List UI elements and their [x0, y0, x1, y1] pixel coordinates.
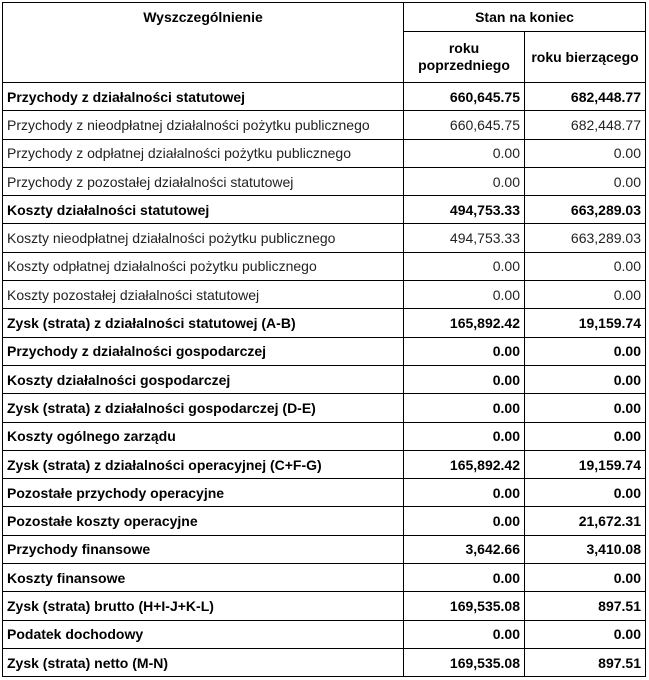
- row-curr-value: 21,672.31: [525, 507, 646, 535]
- row-label: Zysk (strata) brutto (H+I-J+K-L): [3, 592, 404, 620]
- row-label: Przychody z nieodpłatnej działalności pożytku publicznego: [3, 111, 404, 139]
- header-row-period: [3, 3, 646, 32]
- row-curr-value: 0.00: [525, 337, 646, 365]
- row-label: Zysk (strata) netto (M-N): [3, 648, 404, 676]
- row-label: Zysk (strata) z działalności statutowej (A-B): [3, 309, 404, 337]
- row-label: Przychody finansowe: [3, 535, 404, 563]
- row-prev-value: 0.00: [404, 507, 525, 535]
- row-prev-value: 0.00: [404, 139, 525, 167]
- row-label: Podatek dochodowy: [3, 620, 404, 648]
- row-prev-value: 169,535.08: [404, 648, 525, 676]
- row-curr-value: 0.00: [525, 564, 646, 592]
- row-prev-value: 660,645.75: [404, 83, 525, 111]
- row-label: Koszty działalności gospodarczej: [3, 365, 404, 393]
- row-label: Pozostałe przychody operacyjne: [3, 479, 404, 507]
- table-row: [3, 450, 646, 478]
- table-row: [3, 620, 646, 648]
- row-prev-value: 165,892.42: [404, 450, 525, 478]
- row-prev-value: 165,892.42: [404, 309, 525, 337]
- row-curr-value: 0.00: [525, 167, 646, 195]
- prev-year-header: roku poprzedniego: [404, 32, 525, 83]
- row-curr-value: 663,289.03: [525, 196, 646, 224]
- table-row: [3, 111, 646, 139]
- table-row: [3, 139, 646, 167]
- row-curr-value: 0.00: [525, 281, 646, 309]
- row-curr-value: 0.00: [525, 422, 646, 450]
- row-curr-value: 0.00: [525, 139, 646, 167]
- table-row: [3, 592, 646, 620]
- row-prev-value: 494,753.33: [404, 224, 525, 252]
- table-row: [3, 224, 646, 252]
- table-row: [3, 507, 646, 535]
- row-curr-value: 663,289.03: [525, 224, 646, 252]
- row-label: Koszty pozostałej działalności statutowej: [3, 281, 404, 309]
- row-label: Koszty działalności statutowej: [3, 196, 404, 224]
- row-prev-value: 0.00: [404, 479, 525, 507]
- period-header: Stan na koniec: [404, 3, 646, 32]
- row-curr-value: 682,448.77: [525, 111, 646, 139]
- row-curr-value: 897.51: [525, 648, 646, 676]
- row-prev-value: 0.00: [404, 394, 525, 422]
- table-row: [3, 535, 646, 563]
- table-row: [3, 196, 646, 224]
- row-label: Pozostałe koszty operacyjne: [3, 507, 404, 535]
- row-prev-value: 0.00: [404, 620, 525, 648]
- table-row: [3, 479, 646, 507]
- table-row: [3, 394, 646, 422]
- row-prev-value: 0.00: [404, 252, 525, 280]
- row-label: Zysk (strata) z działalności operacyjnej (C+F-G): [3, 450, 404, 478]
- table-row: [3, 422, 646, 450]
- curr-year-header: roku bierzącego: [525, 32, 646, 83]
- row-prev-value: 0.00: [404, 422, 525, 450]
- row-prev-value: 0.00: [404, 564, 525, 592]
- table-body: [3, 83, 646, 677]
- row-curr-value: 19,159.74: [525, 309, 646, 337]
- row-label: Zysk (strata) z działalności gospodarczej (D-E): [3, 394, 404, 422]
- row-prev-value: 169,535.08: [404, 592, 525, 620]
- row-prev-value: 494,753.33: [404, 196, 525, 224]
- row-label: Koszty finansowe: [3, 564, 404, 592]
- table-row: [3, 564, 646, 592]
- row-curr-value: 3,410.08: [525, 535, 646, 563]
- table-row: [3, 337, 646, 365]
- row-prev-value: 0.00: [404, 337, 525, 365]
- row-prev-value: 0.00: [404, 167, 525, 195]
- row-curr-value: 0.00: [525, 620, 646, 648]
- row-curr-value: 0.00: [525, 394, 646, 422]
- row-prev-value: 660,645.75: [404, 111, 525, 139]
- row-label: Koszty odpłatnej działalności pożytku publicznego: [3, 252, 404, 280]
- row-label: Koszty ogólnego zarządu: [3, 422, 404, 450]
- row-curr-value: 682,448.77: [525, 83, 646, 111]
- description-header: Wyszczególnienie: [3, 3, 404, 83]
- table-row: [3, 309, 646, 337]
- financial-statement-table: [2, 2, 646, 677]
- row-prev-value: 3,642.66: [404, 535, 525, 563]
- row-label: Przychody z działalności statutowej: [3, 83, 404, 111]
- row-label: Przychody z działalności gospodarczej: [3, 337, 404, 365]
- table-row: [3, 252, 646, 280]
- table-row: [3, 167, 646, 195]
- row-curr-value: 897.51: [525, 592, 646, 620]
- row-curr-value: 0.00: [525, 252, 646, 280]
- table-row: [3, 83, 646, 111]
- row-label: Koszty nieodpłatnej działalności pożytku publicznego: [3, 224, 404, 252]
- table-row: [3, 648, 646, 676]
- row-label: Przychody z odpłatnej działalności pożytku publicznego: [3, 139, 404, 167]
- row-curr-value: 0.00: [525, 479, 646, 507]
- row-label: Przychody z pozostałej działalności statutowej: [3, 167, 404, 195]
- table-row: [3, 365, 646, 393]
- row-curr-value: 0.00: [525, 365, 646, 393]
- row-prev-value: 0.00: [404, 281, 525, 309]
- table-row: [3, 281, 646, 309]
- row-curr-value: 19,159.74: [525, 450, 646, 478]
- row-prev-value: 0.00: [404, 365, 525, 393]
